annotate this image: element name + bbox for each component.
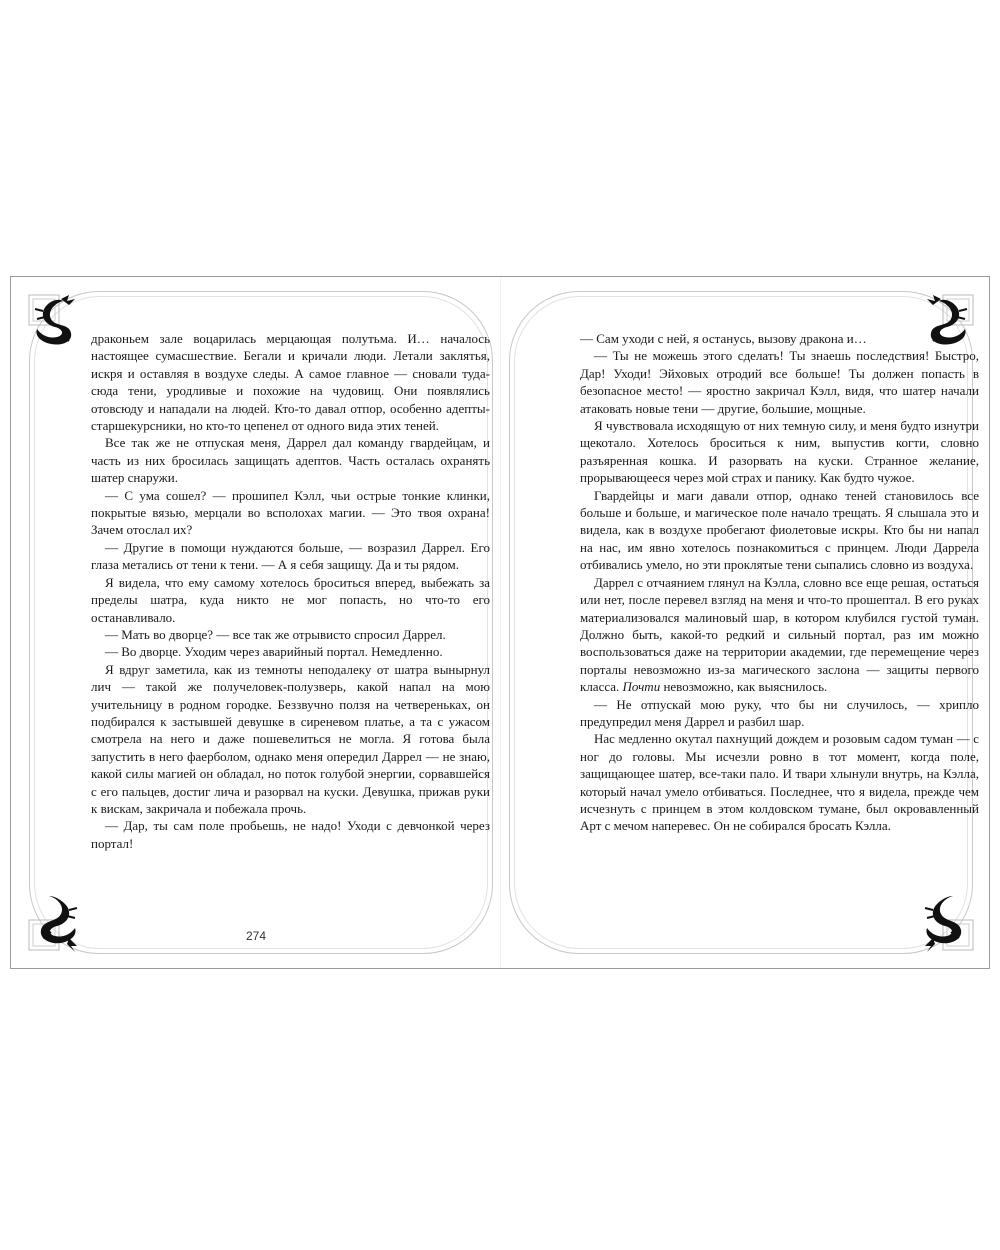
page-number: 274 (245, 929, 267, 943)
dragon-ornament-icon (25, 291, 87, 353)
dragon-ornament-icon (915, 892, 977, 954)
paragraph: — Сам уходи с ней, я останусь, вызову дракона и… (580, 331, 867, 346)
paragraph: Даррел с отчаянием глянул на Кэлла, словно все еще решая, остаться или нет, после перевел взгляд на меня и что-то прошептал. В его руках материализовался малиновый шар, в котором клубился густой туман. Должно быть, какой-то редкий и сильный портал, раз им можно воспользоваться даже на территории академии, где перемещение через порталы невозможно из-за магического заслона — защиты первого класса. Почти невозможно, как выяснилось. (580, 574, 979, 695)
paragraph: — Во дворце. Уходим через аварийный портал. Немедленно. (105, 644, 443, 660)
paragraph: — Ты не можешь этого сделать! Ты знаешь последствия! Быстро, Дар! Уходи! Эйховых отродий все больше! Ты должен попасть в безопасное место! — яростно закричал Кэлл, видя, что шатер начали атаковать новые тени — другие, большие, мощные. (580, 348, 979, 416)
paragraph: драконьем зале воцарилась мерцающая полутьма. И… началось настоящее сумасшествие. Бегали и кричали люди. Летали заклятья, искря и оставляя в воздухе следы. А самое главное — сновали туда-сюда тени, уродливые и похожие на чудовищ. Они появлялись отовсюду и нападали на людей. Кто-то давал отпор, особенно адепты-старшекурсники, но кто-то цепенел от одного вида этих теней. (91, 331, 490, 434)
italic-emphasis: Почти (622, 679, 661, 695)
left-page-text (91, 330, 490, 852)
right-page-text (580, 330, 979, 835)
book-spread (10, 276, 990, 969)
paragraph: Гвардейцы и маги давали отпор, однако теней становилось все больше и больше, и магическое поле начало трещать. Я слышала это и видела, как в воздухе пробегают фиолетовые искры. Кто бы ни напал на нас, им явно хотелось познакомиться с принцем. Люди Даррела отбивались умело, но эти проклятые тени сыпались словно из воздуха. (580, 487, 979, 573)
paragraph: — Не отпускай мою руку, что бы ни случилось, — хрипло предупредил меня Даррел и разбил шар. (580, 696, 979, 729)
paragraph: — Другие в помощи нуждаются больше, — возразил Даррел. Его глаза метались от тени к тени. — А я себя защищу. Да и ты рядом. (91, 539, 490, 573)
paragraph: — С ума сошел? — прошипел Кэлл, чьи острые тонкие клинки, покрытые вязью, мерцали во всполохах магии. — Это твоя охрана! Зачем отослал их? (91, 487, 490, 538)
dragon-ornament-icon (25, 892, 87, 954)
paragraph: Все так же не отпуская меня, Даррел дал команду гвардейцам, и часть из них бросилась защищать адептов. Часть осталась охранять шатер снаружи. (91, 435, 490, 486)
paragraph: — Дар, ты сам поле пробьешь, не надо! Уходи с девчонкой через портал! (91, 818, 490, 851)
paragraph: Я видела, что ему самому хотелось броситься вперед, выбежать за пределы шатра, куда никто не мог попасть, но что-то его останавливало. (91, 574, 490, 625)
right-page (501, 277, 991, 968)
paragraph: Я вдруг заметила, как из темноты неподалеку от шатра вынырнул лич — такой же получеловек-полузверь, какой напал на мою учительницу в родном городке. Беззвучно ползя на четвереньках, он подбирался к застывшей девушке в сиреневом платье, а та с ужасом смотрела на него и даже пошевелиться не могла. Я готова была запустить в него фаерболом, однако меня опередил Даррел — не знаю, какой силы магией он обладал, но поток голубой энергии, сорвавшейся с его пальцев, достиг лича и разорвал на куски. Девушка, прижав руки к вискам, закричала и побежала прочь. (91, 661, 490, 816)
paragraph: Нас медленно окутал пахнущий дождем и розовым садом туман — с ног до головы. Мы исчезли ровно в тот момент, когда поле, защищающее шатер, все-таки пало. И твари хлынули внутрь, на Кэлла, который начал умело отбиваться. Последнее, что я видела, прежде чем исчезнуть с принцем в этом колдовском тумане, был окровавленный Арт с мечом наперевес. Он не собирался бросать Кэлла. (580, 731, 979, 834)
paragraph: — Мать во дворце? — все так же отрывисто спросил Даррел. (105, 626, 446, 642)
left-page (11, 277, 501, 968)
paragraph: Я чувствовала исходящую от них темную силу, и меня будто изнутри щекотало. Хотелось броситься к ним, выпустив когти, словно разъяренная кошка. И разорвать на куски. Странное желание, прорывающееся через мой страх и панику. Как будто чужое. (580, 418, 979, 486)
